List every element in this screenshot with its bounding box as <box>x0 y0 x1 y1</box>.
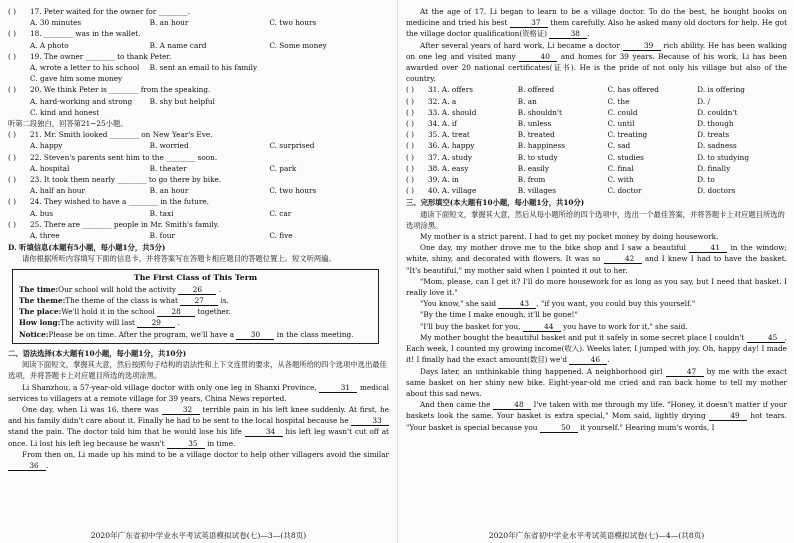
paragraph-text: in time. <box>204 438 236 448</box>
answer-blank: 44 <box>523 322 561 332</box>
answer-paren: ( ) <box>8 175 17 185</box>
option: D. treats <box>697 130 730 140</box>
paragraph-text: and homes for 39 years. Because of his work, Li has been awarded over 20 national certificates(证书). He is the pride of not only his village but also of the country. <box>406 51 787 84</box>
option: B. an hour <box>149 18 189 28</box>
section-3-title: 三、完形填空(本大题有10小题，每小题1分，共10分) <box>406 198 585 208</box>
grammar-passage-continued <box>406 6 787 84</box>
question-options <box>8 140 389 151</box>
paragraph <box>406 399 787 433</box>
question-row <box>8 51 389 62</box>
option: B. A name card <box>149 40 207 50</box>
option: A. hard-working and strong <box>30 96 133 106</box>
answer-paren: ( ) <box>8 29 17 39</box>
option: A. hospital <box>30 163 70 173</box>
option: A. half an hour <box>30 186 85 196</box>
choice-row <box>406 129 787 140</box>
option: 35. A. treat <box>428 130 470 140</box>
question-options <box>8 185 389 196</box>
answer-blank: 39 <box>623 41 661 51</box>
paragraph-text: . <box>46 460 49 470</box>
option: 32. A. a <box>428 96 457 106</box>
paragraph <box>406 332 787 366</box>
option-spacer <box>269 96 389 107</box>
option: B. an hour <box>149 186 189 196</box>
option: C. kind and honest <box>30 107 100 117</box>
option: C. has offered <box>607 85 659 95</box>
paragraph-text: his left leg wasn't cut off at once. Li lost his left leg because he wasn't <box>8 427 389 448</box>
answer-blank: 33 <box>351 416 389 426</box>
info-card-text: . <box>175 318 180 328</box>
option: C. sad <box>607 141 631 151</box>
paragraph-text: My mother is a strict parent. I had to get my pocket money by doing housework. <box>420 232 719 242</box>
option: D. couldn't <box>697 107 738 117</box>
option: B. four <box>149 231 175 241</box>
question-stem: 21. Mr. Smith looked ________ on New Year's Eve. <box>30 130 213 140</box>
question-options <box>8 208 389 219</box>
answer-paren: ( ) <box>8 51 17 61</box>
answer-paren: ( ) <box>406 85 415 95</box>
question-options <box>8 40 389 51</box>
answer-blank: 27 <box>180 296 218 306</box>
question-options <box>8 107 389 118</box>
answer-blank: 35 <box>167 439 205 449</box>
info-card-line <box>19 329 372 340</box>
paragraph-text: "Mom, please, can I get it? I'll do more housework for as long as you say, but I need that basket. I really love it." <box>406 276 787 298</box>
question-row <box>8 6 389 17</box>
answer-blank: 45 <box>747 333 785 343</box>
option: 37. A. study <box>428 152 473 162</box>
answer-blank: 31 <box>319 383 357 393</box>
paragraph <box>8 449 389 471</box>
option: B. an <box>517 96 537 106</box>
paragraph-text: My mother bought the beautiful basket and put it safely in some secret place I couldn't <box>420 332 747 342</box>
answer-blank: 50 <box>540 423 578 433</box>
info-card-line <box>19 306 372 317</box>
option: B. worried <box>149 141 189 151</box>
option: A. wrote a letter to his school <box>30 63 140 73</box>
answer-blank: 40 <box>519 52 557 62</box>
paragraph-text: . Each week, I counted my growing income(收入). Weeks later, I jumped with joy. Oh, happy day! I made it! I finally had the exact amount(数目) we'd <box>406 332 787 365</box>
cloze-passage <box>406 231 787 433</box>
choice-row <box>406 185 787 196</box>
choice-row <box>406 163 787 174</box>
question-stem: 25. There are ________ people in Mr. Smith's family. <box>30 219 220 229</box>
paragraph-text: After several years of hard work, Li became a doctor <box>420 40 623 50</box>
question-stem: 23. It took them nearly ________ to go there by bike. <box>30 175 222 185</box>
option: D. is offering <box>697 85 745 95</box>
paragraph-text: One day, my mother drove me to the bike shop and I saw a beautiful <box>420 243 690 253</box>
option: B. theater <box>149 163 187 173</box>
passage2-intro: 听第二段独白，回答第21~25小题。 <box>8 119 128 129</box>
option: B. shy but helpful <box>149 96 215 106</box>
answer-paren: ( ) <box>8 85 17 95</box>
option: C. Some money <box>269 40 327 50</box>
paragraph-text: terrible pain in his left knee suddenly. At first, he and his family didn't care about it. Finally he had to be sent to the local hospital because he <box>8 404 390 426</box>
paragraph-text: "You know," she said <box>420 299 499 309</box>
question-row <box>8 28 389 39</box>
answer-blank: 32 <box>162 405 200 415</box>
paragraph <box>406 276 787 298</box>
paragraph <box>406 6 787 40</box>
info-card-text: . <box>216 284 222 294</box>
option: C. until <box>607 119 635 129</box>
info-card-text: Our school will hold the activity <box>58 284 179 294</box>
section-d-instructions: 请你根据所听内容填写下面的信息卡，并将答案写在答题卡相应题目的答题位置上。短文听两遍。 <box>22 254 336 264</box>
question-options <box>8 230 389 241</box>
question-stem: 22. Steven's parents sent him to the ________ soon. <box>30 152 218 162</box>
answer-paren: ( ) <box>8 130 17 140</box>
paragraph <box>406 242 787 276</box>
info-card-text: The theme of the class is what <box>65 296 181 306</box>
option: D. though <box>697 119 734 129</box>
option: D. doctors <box>697 186 736 196</box>
answer-paren: ( ) <box>406 163 415 173</box>
paragraph-text: "I'll buy the basket for you, <box>420 321 523 331</box>
answer-blank: 41 <box>689 243 727 253</box>
info-card-label: The theme: <box>19 296 66 306</box>
info-card-label: Notice: <box>19 329 49 339</box>
grammar-choices <box>406 84 787 196</box>
option: C. could <box>607 107 638 117</box>
listening-questions-17-20 <box>8 6 389 118</box>
paragraph-text: them carefully. Also he asked many old doctors for help. He got the village doctor qualification(资格证) <box>406 18 787 39</box>
option: C. doctor <box>607 186 642 196</box>
question-row <box>8 152 389 163</box>
info-card-text: We'll hold it in the school <box>61 307 158 317</box>
option: 38. A. easy <box>428 163 469 173</box>
paragraph-text: by me with the exact same basket on her shiny new bike. Eight-year-old me cried and ran back home to tell my mother about this sad news. <box>406 366 787 398</box>
option: C. final <box>607 163 634 173</box>
answer-blank: 49 <box>709 411 747 421</box>
option: 39. A. in <box>428 175 459 185</box>
answer-paren: ( ) <box>8 219 17 229</box>
option: C. with <box>607 175 634 185</box>
option: B. unless <box>517 119 552 129</box>
option: A. 30 minutes <box>30 18 82 28</box>
answer-blank: 28 <box>157 307 195 317</box>
option: 34. A. if <box>428 119 457 129</box>
option: C. car <box>269 208 292 218</box>
option: B. offered <box>517 85 555 95</box>
option: C. five <box>269 231 293 241</box>
answer-blank: 46 <box>569 355 607 365</box>
right-page <box>397 0 794 543</box>
answer-blank: 36 <box>8 461 46 471</box>
option: B. taxi <box>149 208 174 218</box>
option: C. gave him some money <box>30 74 123 84</box>
option: 33. A. should <box>428 107 477 117</box>
question-row <box>8 174 389 185</box>
info-card-label: The time: <box>19 284 59 294</box>
answer-paren: ( ) <box>406 119 415 129</box>
paragraph-text: and I knew I had to have the basket. "It's beautiful," my mother said when I pointed it out to her. <box>406 254 787 275</box>
option: B. from <box>517 175 546 185</box>
paragraph-text: rich ability. He has been walking on one leg and visited many <box>406 40 787 61</box>
option: 36. A. happy <box>428 141 475 151</box>
answer-blank: 30 <box>236 330 274 340</box>
choice-row <box>406 96 787 107</box>
paragraph-text: you have to work for it," she said. <box>560 321 688 331</box>
paragraph <box>406 309 787 320</box>
paragraph-text: Li Shanzhou, a 57-year-old village doctor with only one leg in Shanxi Province, <box>22 382 320 392</box>
answer-paren: ( ) <box>406 130 415 140</box>
option: B. happiness <box>517 141 565 151</box>
option: C. two hours <box>269 18 317 28</box>
option: B. sent an email to his family <box>149 63 258 73</box>
answer-paren: ( ) <box>406 186 415 196</box>
answer-paren: ( ) <box>8 197 17 207</box>
paragraph-text: From then on, Li made up his mind to be a village doctor to help other villagers avoid the similar <box>22 449 389 459</box>
info-card-lines <box>19 284 372 340</box>
paragraph <box>8 382 389 404</box>
option: 31. A. offers <box>428 85 473 95</box>
option: A. three <box>30 231 60 241</box>
answer-blank: 34 <box>245 427 283 437</box>
paragraph <box>8 404 389 449</box>
left-page-content <box>8 6 389 525</box>
option: D. to studying <box>697 152 749 162</box>
paragraph <box>406 40 787 85</box>
question-stem: 20. We think Peter is ________ from the speaking. <box>30 85 211 95</box>
info-card <box>12 269 379 344</box>
option: D. finally <box>697 163 731 173</box>
question-options <box>8 163 389 174</box>
question-stem: 18. ________ was in the wallet. <box>30 29 141 39</box>
choice-row <box>406 84 787 95</box>
info-card-text: is. <box>218 296 229 306</box>
answer-blank: 37 <box>510 18 548 28</box>
option: B. shouldn't <box>517 107 562 117</box>
paragraph-text: medical services to villagers at a remote village for 39 years, China News reported. <box>8 382 389 403</box>
answer-blank: 48 <box>493 400 531 410</box>
answer-blank: 26 <box>178 285 216 295</box>
answer-blank: 43 <box>498 299 536 309</box>
option: C. park <box>269 163 297 173</box>
choice-row <box>406 174 787 185</box>
question-options <box>8 73 389 84</box>
answer-paren: ( ) <box>406 107 415 117</box>
info-card-text: together. <box>195 307 231 317</box>
paragraph <box>406 231 787 242</box>
question-row <box>8 219 389 230</box>
question-row <box>8 129 389 140</box>
paragraph-text: "By the time I make enough, it'll be gone!" <box>420 310 578 320</box>
paragraph-text: At the age of 17, Li began to learn to be a village doctor. To do the best, he bought books on medicine and tried his best <box>406 7 787 28</box>
paragraph-text: And then came the <box>420 400 493 410</box>
paragraph <box>406 321 787 332</box>
answer-paren: ( ) <box>8 152 17 162</box>
choice-row <box>406 107 787 118</box>
section-2-title: 二、语法选择(本大题有10小题，每小题1分，共10分) <box>8 348 187 358</box>
choice-row <box>406 118 787 129</box>
right-page-footer: 2020年广东省初中学业水平考试英语模拟试卷(七)—4—(共8页) <box>488 531 705 540</box>
option: B. treated <box>517 130 555 140</box>
grammar-passage <box>8 382 389 472</box>
option: 40. A. village <box>428 186 477 196</box>
answer-blank: 38 <box>549 29 587 39</box>
left-page-footer: 2020年广东省初中学业水平考试英语模拟试卷(七)—3—(共8页) <box>90 531 307 540</box>
answer-blank: 42 <box>604 254 642 264</box>
paragraph-text: stand the pain. The doctor told him that he would lose his life <box>8 427 245 437</box>
info-card-text: in the class meeting. <box>274 329 354 339</box>
answer-paren: ( ) <box>8 7 17 16</box>
question-options <box>8 17 389 28</box>
option: A. happy <box>30 141 63 151</box>
option: D. to <box>697 175 715 185</box>
section-3-instructions: 通读下面短文，掌握其大意，然后从每小题所给的四个选项中，选出一个最佳答案，并将答题卡上对应题目所选的选项涂黑。 <box>406 209 785 230</box>
question-options <box>8 96 389 107</box>
info-card-text: The activity will last <box>60 318 138 328</box>
option-spacer <box>269 62 389 73</box>
question-options <box>8 62 389 73</box>
paragraph <box>406 298 787 309</box>
option: A. A photo <box>30 40 69 50</box>
answer-paren: ( ) <box>406 96 415 106</box>
info-card-title: The First Class of This Term <box>133 272 258 282</box>
answer-blank: 29 <box>137 318 175 328</box>
info-card-line <box>19 317 372 328</box>
paragraph-text: it yourself." Hearing mum's words, I <box>577 422 715 432</box>
answer-paren: ( ) <box>406 175 415 185</box>
info-card-line <box>19 295 372 306</box>
paragraph <box>406 366 787 400</box>
paragraph-text: I've taken with me through my life. "Honey, it doesn't matter if your baskets look the same. Your basket is extra special," Mom said, lightly drying <box>406 400 787 421</box>
listening-questions-21-25 <box>8 129 389 241</box>
choice-row <box>406 152 787 163</box>
paragraph-text: . <box>587 29 590 39</box>
answer-paren: ( ) <box>406 152 415 162</box>
info-card-line <box>19 284 372 295</box>
paragraph-text: , "if you want, you could buy this yourself." <box>536 299 696 309</box>
info-card-text: Please be on time. After the program, we'll have a <box>48 329 237 339</box>
option: C. surprised <box>269 141 315 151</box>
paragraph-text: in the window; white, shiny, and decorated with flowers. It was so <box>406 243 787 264</box>
option: C. the <box>607 96 630 106</box>
question-stem: 17. Peter waited for the owner for ________. <box>30 7 191 16</box>
option: C. studies <box>607 152 644 162</box>
paragraph-text: hot tears. "Your basket is special because you <box>406 411 787 432</box>
option: B. villages <box>517 186 556 196</box>
info-card-label: How long: <box>19 318 61 328</box>
question-row <box>8 84 389 95</box>
question-stem: 19. The owner ________ to thank Peter. <box>30 51 172 61</box>
option: D. sadness <box>697 141 737 151</box>
question-stem: 24. They wished to have a ________ in the future. <box>30 197 209 207</box>
right-page-content <box>406 6 787 525</box>
paragraph-text: . <box>607 355 610 365</box>
section-2-instructions: 阅读下面短文，掌握其大意，然后按照句子结构的语法性和上下文连贯的要求，从各题所给的四个选项中选出最佳选项，并将答题卡上对应题目所选的选项涂黑。 <box>8 360 387 381</box>
paragraph-text: One day, when Li was 16, there was <box>22 404 162 414</box>
option: C. treating <box>607 130 648 140</box>
option: C. two hours <box>269 186 317 196</box>
paragraph-text: Days later, an unthinkable thing happened. A neighborhood girl <box>420 366 666 376</box>
option: A. bus <box>30 208 54 218</box>
choice-row <box>406 140 787 151</box>
answer-blank: 47 <box>666 367 704 377</box>
option: B. easily <box>517 163 549 173</box>
question-row <box>8 196 389 207</box>
option: B. to study <box>517 152 558 162</box>
info-card-label: The place: <box>19 307 62 317</box>
section-d-title: D. 听填信息(本题有5小题，每小题1分，共5分) <box>8 243 166 253</box>
option: D. / <box>697 96 710 106</box>
answer-paren: ( ) <box>406 141 415 151</box>
